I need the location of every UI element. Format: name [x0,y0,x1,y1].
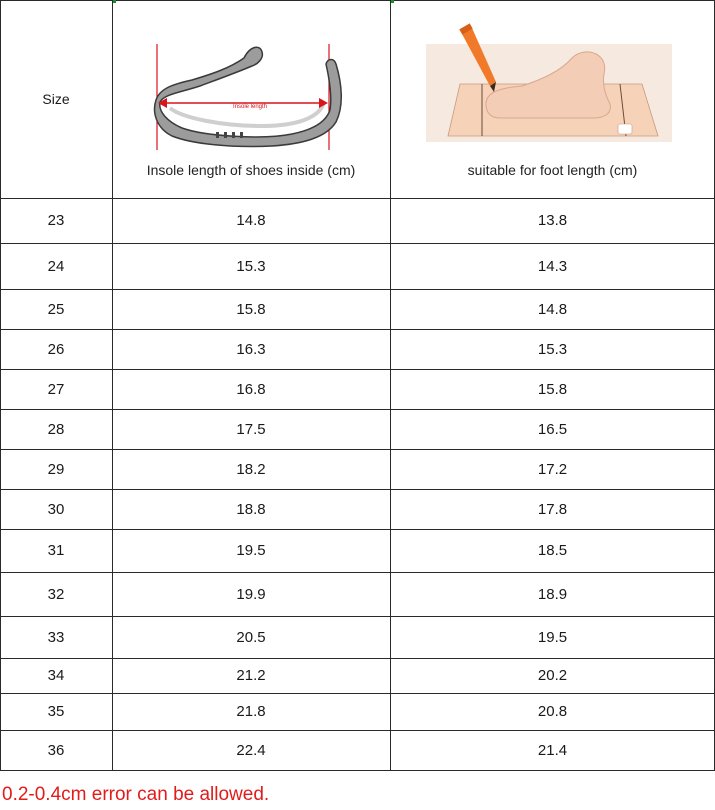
foot-cell: 17.8 [537,500,568,518]
grid-line [0,572,715,573]
size-cell: 31 [47,542,65,559]
grid-line [0,198,715,199]
size-cell: 30 [47,500,65,518]
insole-cell: 22.4 [236,741,266,759]
size-cell: 23 [47,212,65,229]
foot-cell: 21.4 [537,741,568,759]
table-row [0,529,715,572]
grid-line [0,529,715,530]
foot-cell: 14.8 [537,300,568,318]
insole-cell: 20.5 [236,628,266,646]
size-cell: 28 [47,420,65,438]
insole-cell: 18.8 [236,500,266,518]
table-row [0,449,715,489]
foot-cell: 19.5 [537,628,568,646]
insole-cell: 16.8 [236,380,266,398]
foot-cell: 18.9 [537,585,568,603]
shoe-insole-illustration [112,0,390,150]
foot-measure-illustration [390,0,715,150]
foot-header-caption: suitable for foot length (cm) [467,162,638,178]
foot-cell: 17.2 [537,460,568,478]
insole-cell: 17.5 [236,420,266,438]
table-row [0,289,715,329]
grid-line [0,369,715,370]
table-row [0,730,715,770]
size-cell: 32 [47,585,65,603]
insole-header [112,0,390,198]
foot-cell: 18.5 [537,542,568,559]
grid-line [0,616,715,617]
table-row [0,489,715,529]
table-row [0,572,715,616]
insole-cell: 15.8 [236,300,266,318]
header-row [0,0,715,198]
table-row [0,329,715,369]
size-cell: 26 [47,340,65,358]
size-cell: 34 [47,667,65,684]
insole-cell: 16.3 [236,340,266,358]
grid-line [112,0,113,771]
insole-cell: 21.2 [236,667,266,684]
insole-arrow-label: Insole length [232,104,268,110]
cell-marker [391,0,394,3]
size-cell: 25 [47,300,65,318]
insole-cell: 18.2 [236,460,266,478]
size-cell: 29 [47,460,65,478]
table-row [0,693,715,730]
table-row [0,409,715,449]
tolerance-note: 0.2-0.4cm error can be allowed. [2,784,270,805]
foot-cell: 14.3 [537,257,568,275]
grid-line [0,770,715,771]
size-cell: 36 [47,741,65,759]
grid-line [0,243,715,244]
foot-cell: 15.3 [537,340,568,358]
insole-cell: 14.8 [236,212,266,229]
grid-line [0,693,715,694]
grid-line [0,489,715,490]
grid-line [0,289,715,290]
grid-line [0,658,715,659]
table-row [0,198,715,243]
foot-cell: 15.8 [537,380,568,398]
table-row [0,658,715,693]
foot-cell: 20.2 [537,667,568,684]
cell-marker [113,0,116,3]
insole-cell: 21.8 [236,703,266,720]
table-row [0,369,715,409]
insole-cell: 19.5 [236,542,266,559]
grid-line [0,449,715,450]
foot-cell: 13.8 [537,212,568,229]
grid-line [0,409,715,410]
table-row [0,243,715,289]
insole-cell: 15.3 [236,257,266,275]
foot-header [390,0,715,198]
grid-line [0,0,715,1]
insole-cell: 19.9 [236,585,266,603]
size-header [0,0,112,198]
size-cell: 27 [47,380,65,398]
insole-header-caption: Insole length of shoes inside (cm) [146,162,356,178]
size-cell: 24 [47,257,65,275]
grid-line [0,0,1,771]
foot-cell: 20.8 [537,703,568,720]
size-header-label: Size [42,91,70,107]
grid-line [0,730,715,731]
size-cell: 33 [47,628,65,646]
table-row [0,616,715,658]
grid-line [0,329,715,330]
foot-cell: 16.5 [537,420,568,438]
grid-line [390,0,391,771]
size-cell: 35 [47,703,65,720]
